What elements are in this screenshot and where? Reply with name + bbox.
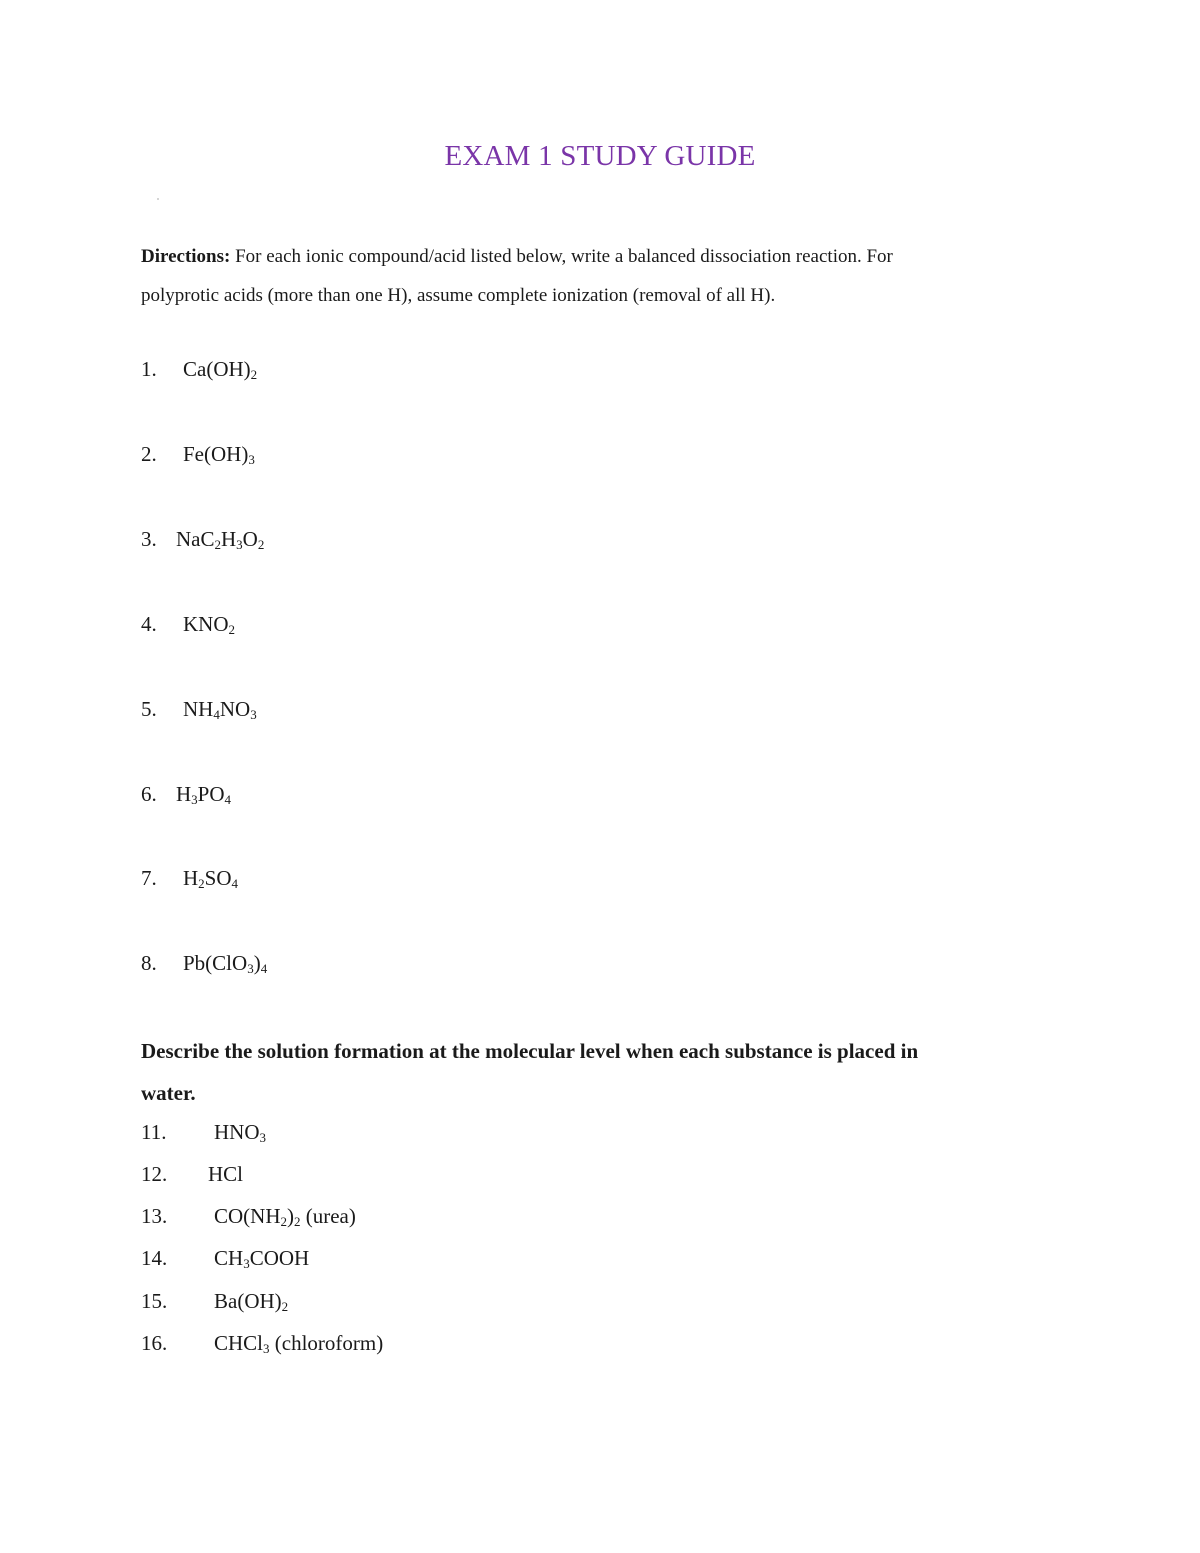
item-number: 1. — [141, 357, 157, 381]
chemical-formula — [214, 1246, 309, 1270]
formula-text: O — [242, 527, 258, 551]
item-number: 13. — [141, 1204, 168, 1228]
formula-text: H — [176, 782, 192, 806]
item-number: 6. — [141, 782, 157, 806]
formula-text: H — [221, 527, 237, 551]
list-item — [141, 782, 231, 807]
chemical-formula — [183, 612, 235, 636]
item-number: 11. — [141, 1120, 167, 1144]
list-item — [141, 442, 255, 467]
formula-text: (chloroform) — [269, 1331, 384, 1355]
formula-text: Ca(OH) — [183, 357, 251, 381]
directions-paragraph — [141, 238, 1061, 315]
formula-text: CH — [214, 1246, 244, 1270]
formula-subscript: 3 — [236, 537, 243, 552]
item-number: 2. — [141, 442, 157, 466]
section-heading — [141, 1030, 1071, 1114]
formula-text: Fe(OH) — [183, 442, 249, 466]
formula-subscript: 3 — [248, 452, 255, 467]
section-heading-line-1: Describe the solution formation at the molecular level when each substance is placed in — [141, 1039, 919, 1063]
formula-subscript: 2 — [280, 1214, 287, 1229]
list-item — [141, 1331, 383, 1356]
item-number: 8. — [141, 951, 157, 975]
directions-label: Directions: — [141, 246, 231, 267]
formula-subscript: 4 — [231, 876, 239, 891]
page-title: EXAM 1 STUDY GUIDE — [444, 140, 756, 172]
section-heading-line-2: water. — [141, 1081, 196, 1105]
formula-subscript: 2 — [257, 537, 265, 552]
chemical-formula — [183, 442, 255, 466]
formula-subscript: 2 — [198, 876, 205, 891]
formula-text: Ba(OH) — [214, 1289, 282, 1313]
directions-line-2: polyprotic acids (more than one H), assume complete ionization (removal of all H). — [141, 284, 776, 306]
list-item — [141, 951, 267, 976]
list-item — [141, 1289, 288, 1314]
directions-text-1: For each ionic compound/acid listed below, write a balanced dissociation reaction. For — [235, 246, 893, 267]
formula-text: ) — [253, 951, 261, 975]
formula-subscript: 3 — [263, 1341, 270, 1356]
formula-text: PO — [197, 782, 225, 806]
formula-text: KNO — [183, 612, 229, 636]
chemical-formula — [183, 357, 257, 381]
formula-text: CO(NH — [214, 1204, 281, 1228]
formula-text: COOH — [249, 1246, 310, 1270]
formula-subscript: 2 — [250, 367, 258, 382]
formula-text: Pb(ClO — [183, 951, 248, 975]
directions-line-1 — [141, 238, 1061, 277]
list-item — [141, 866, 238, 891]
item-number: 12. — [141, 1162, 168, 1186]
chemical-formula — [176, 527, 264, 551]
formula-subscript: 2 — [228, 622, 235, 637]
chemical-formula — [214, 1331, 383, 1355]
formula-subscript: 2 — [214, 537, 221, 552]
list-item — [141, 1162, 243, 1187]
formula-subscript: 3 — [191, 792, 198, 807]
formula-subscript: 3 — [243, 1256, 250, 1271]
item-number: 5. — [141, 697, 157, 721]
formula-text: SO — [204, 866, 232, 890]
stray-mark — [157, 198, 159, 200]
list-item — [141, 1204, 356, 1229]
formula-subscript: 4 — [224, 792, 232, 807]
item-number: 15. — [141, 1289, 168, 1313]
list-item — [141, 612, 235, 637]
chemical-formula — [214, 1120, 266, 1144]
list-item — [141, 1120, 266, 1145]
list-item — [141, 1246, 309, 1271]
chemical-formula — [176, 782, 231, 806]
item-number: 4. — [141, 612, 157, 636]
item-number: 7. — [141, 866, 157, 890]
item-number: 16. — [141, 1331, 168, 1355]
formula-text: CHCl — [214, 1331, 264, 1355]
chemical-formula — [214, 1204, 356, 1228]
list-item — [141, 697, 257, 722]
formula-text: NaC — [176, 527, 215, 551]
chemical-formula — [183, 697, 257, 721]
chemical-formula — [208, 1162, 243, 1186]
formula-subscript: 2 — [281, 1299, 289, 1314]
formula-text: ) — [287, 1204, 294, 1228]
formula-subscript: 2 — [294, 1214, 301, 1229]
formula-text: H — [183, 866, 199, 890]
item-number: 14. — [141, 1246, 168, 1270]
formula-text: (urea) — [300, 1204, 356, 1228]
formula-text: NO — [219, 697, 251, 721]
list-item — [141, 527, 264, 552]
formula-subscript: 4 — [213, 707, 220, 722]
formula-text: NH — [183, 697, 214, 721]
formula-subscript: 3 — [247, 961, 254, 976]
formula-subscript: 4 — [260, 961, 268, 976]
formula-subscript: 3 — [250, 707, 257, 722]
item-number: 3. — [141, 527, 157, 551]
list-item — [141, 357, 257, 382]
chemical-formula — [214, 1289, 288, 1313]
formula-text: HCl — [208, 1162, 244, 1186]
formula-subscript: 3 — [259, 1130, 266, 1145]
formula-text: HNO — [214, 1120, 260, 1144]
chemical-formula — [183, 866, 238, 890]
chemical-formula — [183, 951, 267, 975]
